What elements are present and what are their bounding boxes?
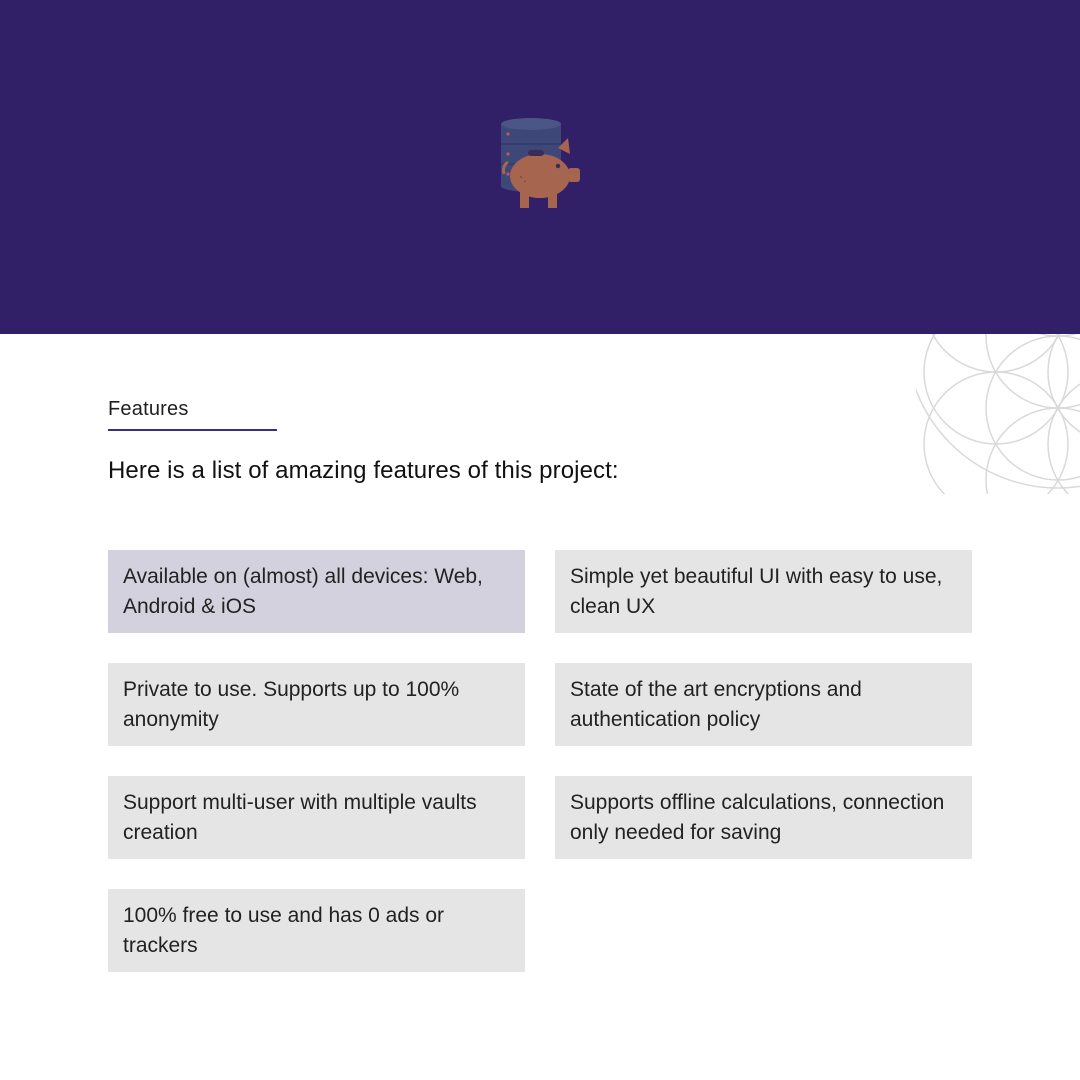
feature-card-grid	[108, 550, 972, 972]
feature-card-text: Supports offline calculations, connection only needed for saving	[570, 791, 945, 844]
piggy-bank-database-icon	[496, 114, 586, 214]
feature-card-ui	[555, 550, 972, 633]
feature-card-offline	[555, 776, 972, 859]
flower-of-life-pattern-icon	[916, 334, 1080, 494]
feature-card-free	[108, 889, 525, 972]
hero-banner	[0, 0, 1080, 334]
feature-card-privacy	[108, 663, 525, 746]
feature-card-multi-user	[108, 776, 525, 859]
feature-card-encryption	[555, 663, 972, 746]
feature-card-text: Support multi-user with multiple vaults creation	[123, 791, 477, 844]
section-label: Features	[108, 398, 189, 420]
section-heading: Here is a list of amazing features of this project:	[108, 457, 619, 484]
feature-card-text: Simple yet beautiful UI with easy to use, clean UX	[570, 565, 943, 618]
feature-card-text: Available on (almost) all devices: Web, Android & iOS	[123, 565, 483, 618]
section-label-underline	[108, 429, 277, 431]
feature-card-text: 100% free to use and has 0 ads or trackers	[123, 904, 445, 957]
feature-card-devices	[108, 550, 525, 633]
feature-card-text: Private to use. Supports up to 100% anonymity	[123, 678, 460, 731]
feature-card-text: State of the art encryptions and authentication policy	[570, 678, 862, 731]
